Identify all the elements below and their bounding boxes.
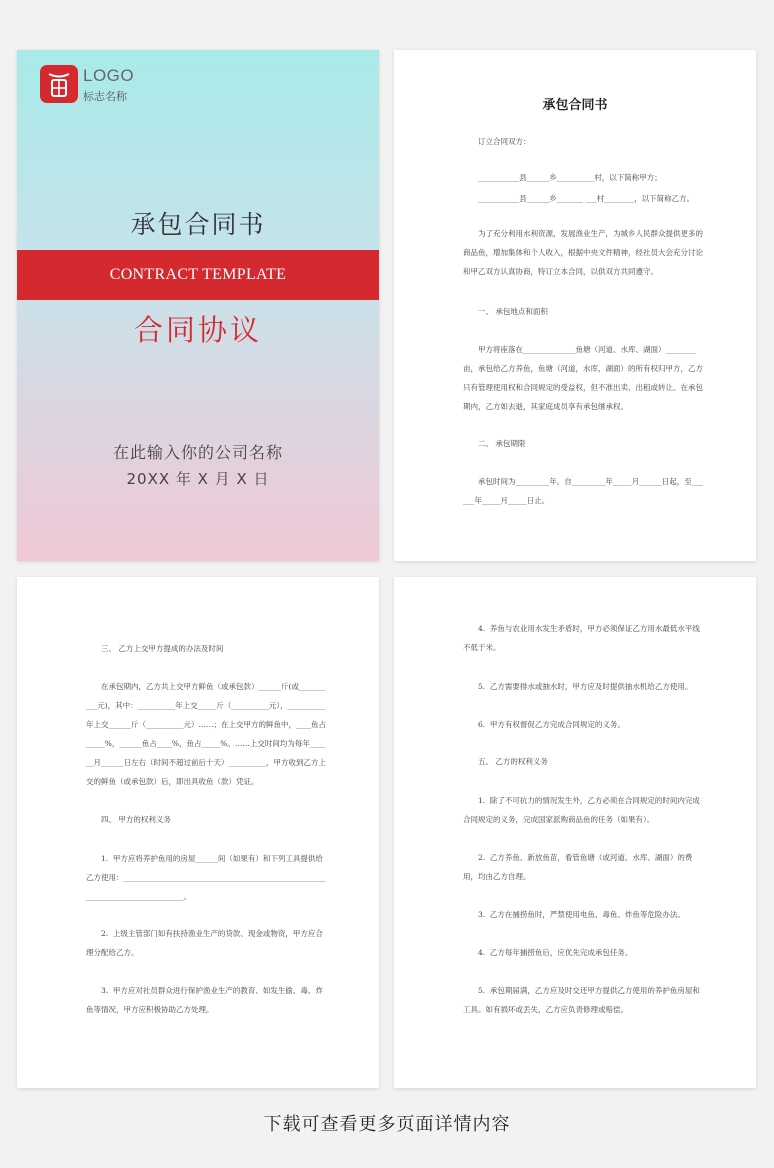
section-3-heading: 三、 乙方上交甲方提成的办法及时间 bbox=[101, 644, 224, 653]
cover-title: 承包合同书 bbox=[130, 210, 266, 239]
section-5-item-1: 1. 除了不可抗力的情况发生外，乙方必须在合同规定的时间内完成合同规定的义务，完成国家派购商品鱼的任务（如果有）。 bbox=[463, 796, 700, 824]
section-4-heading: 四、 甲方的权利义务 bbox=[101, 815, 171, 824]
cover-company-name[interactable]: 在此输入你的公司名称 bbox=[112, 443, 283, 462]
cover-page bbox=[17, 50, 379, 561]
section-1-body: 甲方将座落在______________鱼塘（河道、水库、湖面）________亩，承包给乙方养鱼，鱼塘（河道，水库，湖面）的所有权归甲方，乙方只有管理使用权和合同规定的受益权，但不准出卖、出租或转让。在承包期内，乙方如去逝，其家庭成员享有承包继承权。 bbox=[463, 345, 703, 411]
section-4-item-2: 2. 上级主管部门如有扶持渔业生产的贷款、现金或物资，甲方应合理分配给乙方。 bbox=[86, 929, 323, 957]
document-page-2 bbox=[394, 50, 756, 561]
section-4-item-5: 5. 乙方需要排水或抽水时，甲方应及时提供抽水机给乙方使用。 bbox=[478, 682, 693, 691]
section-2-heading: 二、 承包期限 bbox=[478, 439, 526, 448]
preamble-paragraph: 为了充分利用水利资源，发展渔业生产，为城乡人民群众提供更多的商品鱼，增加集体和个人收入，根据中央文件精神，经社员大会充分讨论和甲乙双方认真协商，特订立本合同，以供双方共同遵守。 bbox=[463, 229, 703, 276]
cover-date[interactable]: 20XX 年 X 月 X 日 bbox=[126, 470, 270, 488]
cover-band: CONTRACT TEMPLATE bbox=[17, 250, 379, 300]
document-page-4 bbox=[394, 577, 756, 1088]
download-more-link[interactable]: 下载可查看更多页面详情内容 bbox=[263, 1114, 511, 1135]
section-1-heading: 一、 承包地点和面积 bbox=[478, 307, 548, 316]
section-5-item-2: 2. 乙方养鱼、新放鱼苗，看管鱼塘（或河道、水库、湖面）的费用，均由乙方自理。 bbox=[463, 853, 693, 881]
section-4-item-4: 4. 养鱼与农业用水发生矛盾时，甲方必须保证乙方用水最低水平线不低于米。 bbox=[463, 624, 700, 652]
logo-subtitle: 标志名称 bbox=[83, 90, 127, 103]
section-5-heading: 五、 乙方的权利义务 bbox=[478, 757, 548, 766]
party-a-line: ___________县______乡__________村，以下简称甲方； bbox=[478, 173, 662, 182]
logo-icon bbox=[40, 65, 78, 103]
section-5-item-4: 4. 乙方每年捕捞鱼后，应优先完成承包任务。 bbox=[478, 948, 633, 957]
section-3-body: 在承包期内，乙方共上交甲方鲜鱼（或承包款）______斤(或__________元)，其中：__________年上交_____斤（__________元），__________年上交______斤（__________元）……；在上交甲方的鲜鱼中，____鱼占_____%，______鱼占____%，鱼占_____%。……上交时间均为每年______月______日左右（时间不超过前后十天）__________，甲方收到乙方上交的鲜鱼（或承包款）后，即出具收鱼（款）凭证。 bbox=[86, 682, 326, 786]
cover-subtitle: 合同协议 bbox=[133, 313, 262, 347]
document-page-3 bbox=[17, 577, 379, 1088]
party-b-line: ___________县______乡_______ ___村________，以下简称乙方。 bbox=[478, 194, 695, 203]
section-4-item-3: 3. 甲方应对社员群众进行保护渔业生产的教育、如发生偷、毒、炸鱼等情况，甲方应积极协助乙方处理。 bbox=[86, 986, 323, 1014]
section-5-item-5: 5. 承包期届满，乙方应及时交还甲方提供乙方使用的养护鱼房屋和工具。如有损坏或丢失，乙方应负责修理或赔偿。 bbox=[463, 986, 700, 1014]
section-5-item-3: 3. 乙方在捕捞鱼时，严禁使用电鱼、毒鱼、炸鱼等危险办法。 bbox=[478, 910, 685, 919]
parties-intro: 订立合同双方： bbox=[478, 137, 531, 146]
logo-text: LOGO bbox=[83, 66, 135, 85]
document-title: 承包合同书 bbox=[542, 98, 608, 113]
section-4-item-6: 6. 甲方有权督促乙方完成合同规定的义务。 bbox=[478, 720, 625, 729]
section-4-item-1: 1. 甲方应将养护鱼用的房屋______间（如果有）和下列工具提供给乙方使用：________________________________________________________________________________。 bbox=[86, 854, 326, 901]
section-2-body: 承包时间为_________年，自_________年_____月______日起，至______年_____月_____日止。 bbox=[463, 477, 703, 505]
